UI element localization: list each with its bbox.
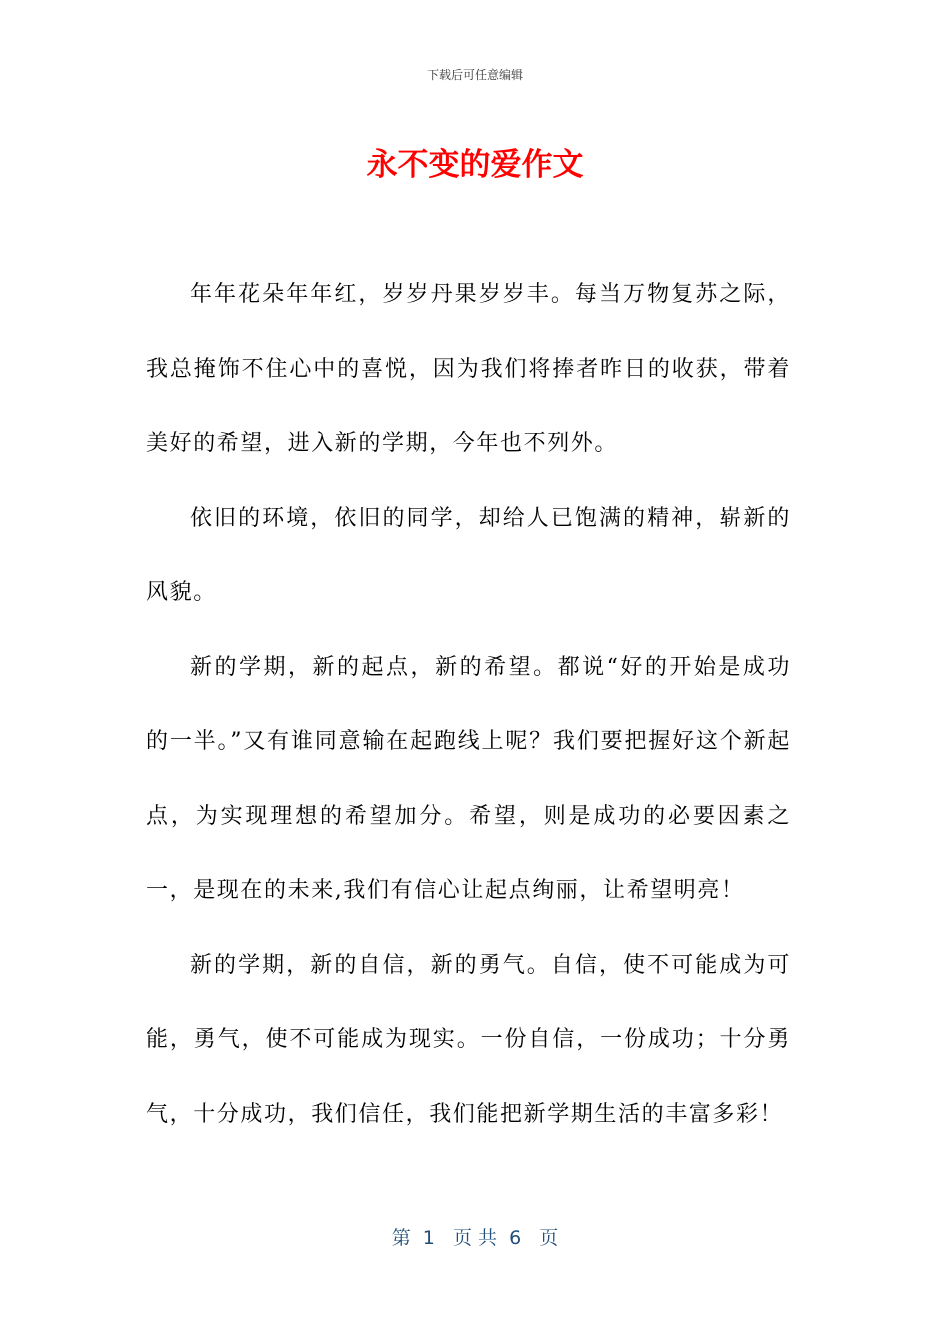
document-title: 永不变的爱作文 bbox=[366, 147, 584, 183]
paragraph-3: 新的学期，新的起点，新的希望。都说“好的开始是成功的一半。”又有谁同意输在起跑线上呢？我们要把握好这个新起点，为实现理想的希望加分。希望，则是成功的必要因素之一，是现在的未来,我们有信心让起点绚丽，让希望明亮！ bbox=[146, 654, 791, 903]
document-body bbox=[146, 258, 791, 1152]
header-note: 下载后可任意编辑 bbox=[426, 68, 523, 82]
paragraph-4: 新的学期，新的自信，新的勇气。自信，使不可能成为可能，勇气，使不可能成为现实。一份自信，一份成功；十分勇气，十分成功，我们信任，我们能把新学期生活的丰富多彩！ bbox=[146, 952, 791, 1127]
paragraph-2: 依旧的环境，依旧的同学，却给人已饱满的精神，崭新的风貌。 bbox=[146, 505, 791, 605]
paragraph-1: 年年花朵年年红，岁岁丹果岁岁丰。每当万物复苏之际，我总掩饰不住心中的喜悦，因为我们将捧者昨日的收获，带着美好的希望，进入新的学期，今年也不列外。 bbox=[146, 282, 791, 456]
page-footer: 第 1 页 共 6 页 bbox=[391, 1227, 559, 1249]
